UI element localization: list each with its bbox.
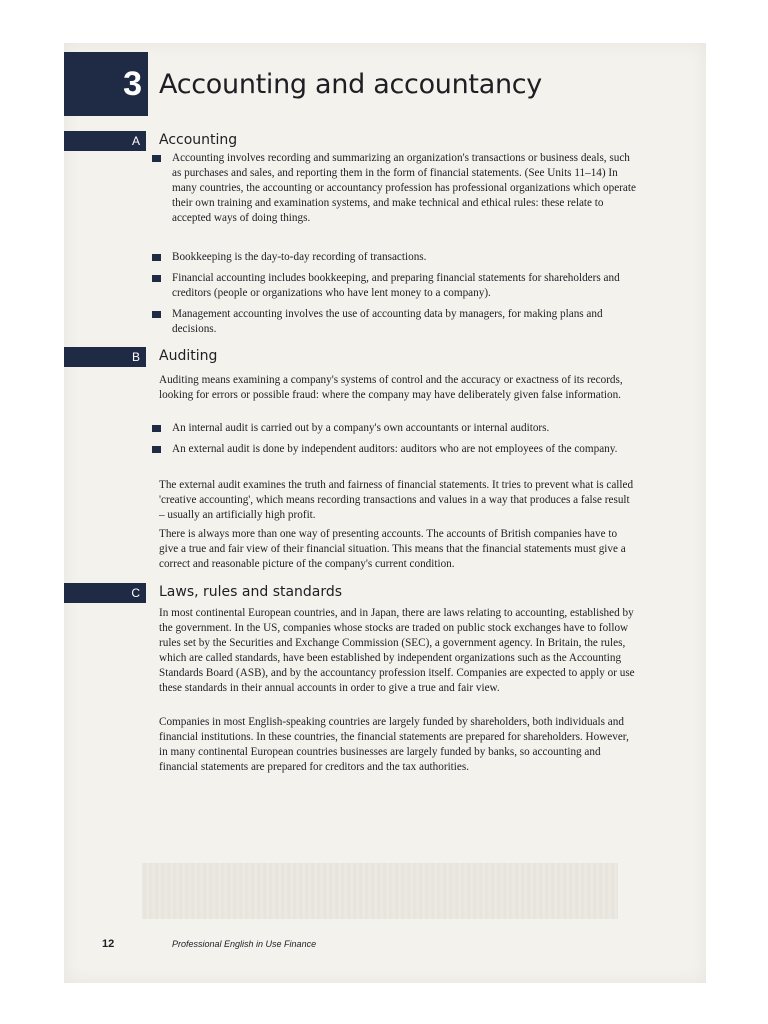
section-b-paragraph-2: There is always more than one way of presenting accounts. The accounts of British companies have to give a true and fair view of their financial situation. This means that the financial statements must give a correct and reasonable picture of the company's current condition. xyxy=(159,528,626,570)
book-page xyxy=(64,43,706,983)
section-a-marker: A xyxy=(64,131,146,151)
section-a-bullet-accounting: Accounting involves recording and summarizing an organization's transactions or business deals, such as purchases and sales, and reporting them in the form of financial statements. (See Units 11–14) In many countries, the accounting or accountancy profession has professional organizations which operate their own training and examination systems, and make technical and ethical rules: these relate to accepted ways of doing things. xyxy=(172,151,640,226)
section-a-bullet-bookkeeping: Bookkeeping is the day-to-day recording of transactions. xyxy=(172,250,640,265)
page-number: 12 xyxy=(102,938,115,950)
section-a-heading: Accounting xyxy=(159,132,238,148)
book-title: Professional English in Use Finance xyxy=(172,939,317,949)
section-b-intro: Auditing means examining a company's systems of control and the accuracy or exactness of its records, looking for errors or possible fraud: where the company may have deliberately given false information. xyxy=(159,374,623,401)
section-b-bullet-external-audit: An external audit is done by independent auditors: auditors who are not employees of the company. xyxy=(172,442,640,457)
section-c-paragraph-1: In most continental European countries, and in Japan, there are laws relating to accounting, established by the government. In the US, companies whose stocks are traded on public stock exchanges have to follow rules set by the Securities and Exchange Commission (SEC), a government agency. In Britain, the rules, which are called standards, have been established by independent organizations such as the Accounting Standards Board (ASB), and by the accountancy profession itself. Companies are expected to apply or use these standards in their annual accounts in order to give a true and fair view. xyxy=(159,607,635,694)
section-b-paragraph-1: The external audit examines the truth and fairness of financial statements. It tries to prevent what is called 'creative accounting', which means recording transactions and values in a way that produces a false result – usually an artificially high profit. xyxy=(159,479,634,521)
unit-title: Accounting and accountancy xyxy=(159,69,542,100)
section-c-paragraph-2: Companies in most English-speaking countries are largely funded by shareholders, both individuals and financial institutions. In these countries, the financial statements are prepared for shareholders. However, in many continental European countries businesses are largely funded by banks, so accounting and financial statements are prepared for creditors and the tax authorities. xyxy=(159,716,629,773)
section-a-bullet-financial-accounting: Financial accounting includes bookkeeping, and preparing financial statements for shareholders and creditors (people or organizations who have lent money to a company). xyxy=(172,271,640,301)
section-b-bullet-internal-audit: An internal audit is carried out by a company's own accountants or internal auditors. xyxy=(172,421,640,436)
section-b-marker: B xyxy=(64,347,146,367)
unit-number: 3 xyxy=(64,52,148,116)
section-b-heading: Auditing xyxy=(159,348,218,364)
faded-image-area xyxy=(142,863,618,919)
section-a-bullet-management-accounting: Management accounting involves the use of accounting data by managers, for making plans and decisions. xyxy=(172,307,640,337)
section-c-marker: C xyxy=(64,583,146,603)
section-c-heading: Laws, rules and standards xyxy=(159,584,343,600)
